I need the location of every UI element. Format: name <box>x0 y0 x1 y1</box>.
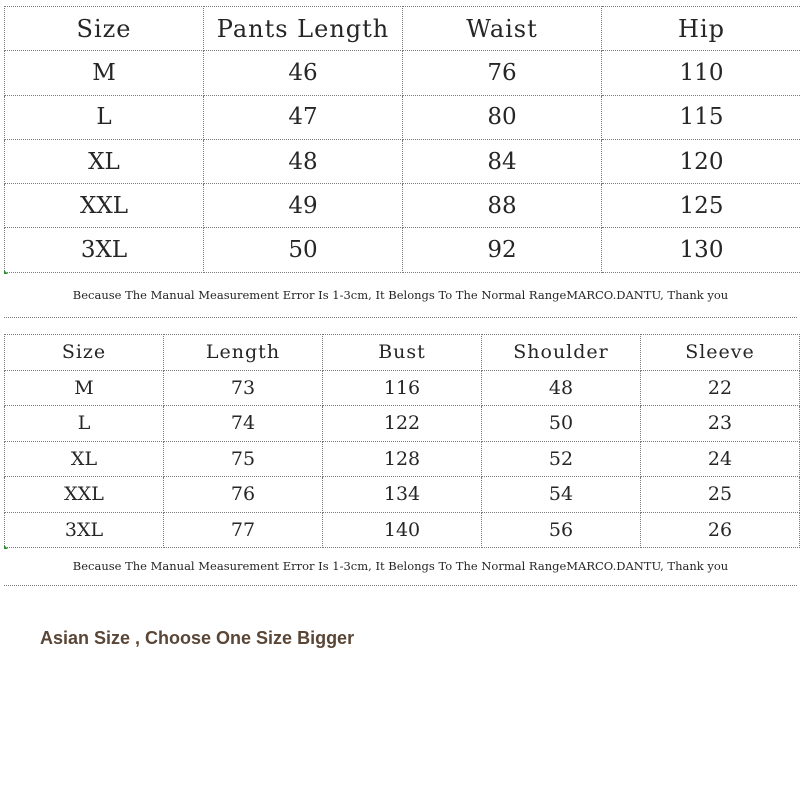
top-measurement-note: Because The Manual Measurement Error Is 1-3cm, It Belongs To The Normal RangeMARCO.DANTU, Thank you <box>4 548 797 586</box>
measurement-cell: 84 <box>403 139 602 183</box>
measurement-cell: 24 <box>641 441 800 477</box>
column-header: Hip <box>602 7 800 51</box>
measurement-cell: 116 <box>323 370 482 406</box>
measurement-cell: 47 <box>204 95 403 139</box>
measurement-cell: 134 <box>323 477 482 513</box>
asian-size-note: Asian Size , Choose One Size Bigger <box>40 628 355 648</box>
column-header: Shoulder <box>482 335 641 371</box>
size-cell: L <box>5 406 164 442</box>
measurement-cell: 76 <box>403 51 602 95</box>
pants-size-table <box>4 6 800 273</box>
measurement-cell: 128 <box>323 441 482 477</box>
measurement-cell: 88 <box>403 184 602 228</box>
measurement-cell: 56 <box>482 512 641 548</box>
measurement-cell: 23 <box>641 406 800 442</box>
measurement-cell: 50 <box>204 228 403 272</box>
measurement-cell: 120 <box>602 139 800 183</box>
measurement-cell: 22 <box>641 370 800 406</box>
table-row <box>5 139 800 183</box>
measurement-cell: 26 <box>641 512 800 548</box>
table-row <box>5 406 800 442</box>
table-row <box>5 51 800 95</box>
pants-measurement-note: Because The Manual Measurement Error Is 1-3cm, It Belongs To The Normal RangeMARCO.DANTU, Thank you <box>4 273 797 318</box>
column-header: Sleeve <box>641 335 800 371</box>
size-cell: 3XL <box>5 512 164 548</box>
measurement-cell: 115 <box>602 95 800 139</box>
column-header: Length <box>164 335 323 371</box>
top-size-table <box>4 334 800 548</box>
measurement-cell: 125 <box>602 184 800 228</box>
measurement-cell: 74 <box>164 406 323 442</box>
column-header: Size <box>5 7 204 51</box>
measurement-cell: 46 <box>204 51 403 95</box>
size-cell: M <box>5 51 204 95</box>
size-cell: 3XL <box>5 228 204 272</box>
table-row <box>5 184 800 228</box>
measurement-cell: 48 <box>482 370 641 406</box>
size-cell: L <box>5 95 204 139</box>
table-row <box>5 228 800 272</box>
measurement-cell: 52 <box>482 441 641 477</box>
size-cell: XL <box>5 139 204 183</box>
table-header-row <box>5 335 800 371</box>
measurement-cell: 110 <box>602 51 800 95</box>
measurement-cell: 122 <box>323 406 482 442</box>
measurement-cell: 77 <box>164 512 323 548</box>
measurement-cell: 130 <box>602 228 800 272</box>
column-header: Pants Length <box>204 7 403 51</box>
column-header: Bust <box>323 335 482 371</box>
pants-size-table-body <box>5 7 800 273</box>
table-row <box>5 95 800 139</box>
column-header: Size <box>5 335 164 371</box>
size-cell: XXL <box>5 477 164 513</box>
table-row <box>5 370 800 406</box>
measurement-cell: 54 <box>482 477 641 513</box>
table-row <box>5 441 800 477</box>
column-header: Waist <box>403 7 602 51</box>
top-size-table-body <box>5 335 800 548</box>
measurement-cell: 75 <box>164 441 323 477</box>
measurement-cell: 92 <box>403 228 602 272</box>
table-row <box>5 477 800 513</box>
size-cell: M <box>5 370 164 406</box>
size-cell: XL <box>5 441 164 477</box>
size-cell: XXL <box>5 184 204 228</box>
measurement-cell: 73 <box>164 370 323 406</box>
measurement-cell: 50 <box>482 406 641 442</box>
measurement-cell: 140 <box>323 512 482 548</box>
table-row <box>5 512 800 548</box>
measurement-cell: 25 <box>641 477 800 513</box>
measurement-cell: 76 <box>164 477 323 513</box>
measurement-cell: 49 <box>204 184 403 228</box>
table-header-row <box>5 7 800 51</box>
measurement-cell: 48 <box>204 139 403 183</box>
measurement-cell: 80 <box>403 95 602 139</box>
